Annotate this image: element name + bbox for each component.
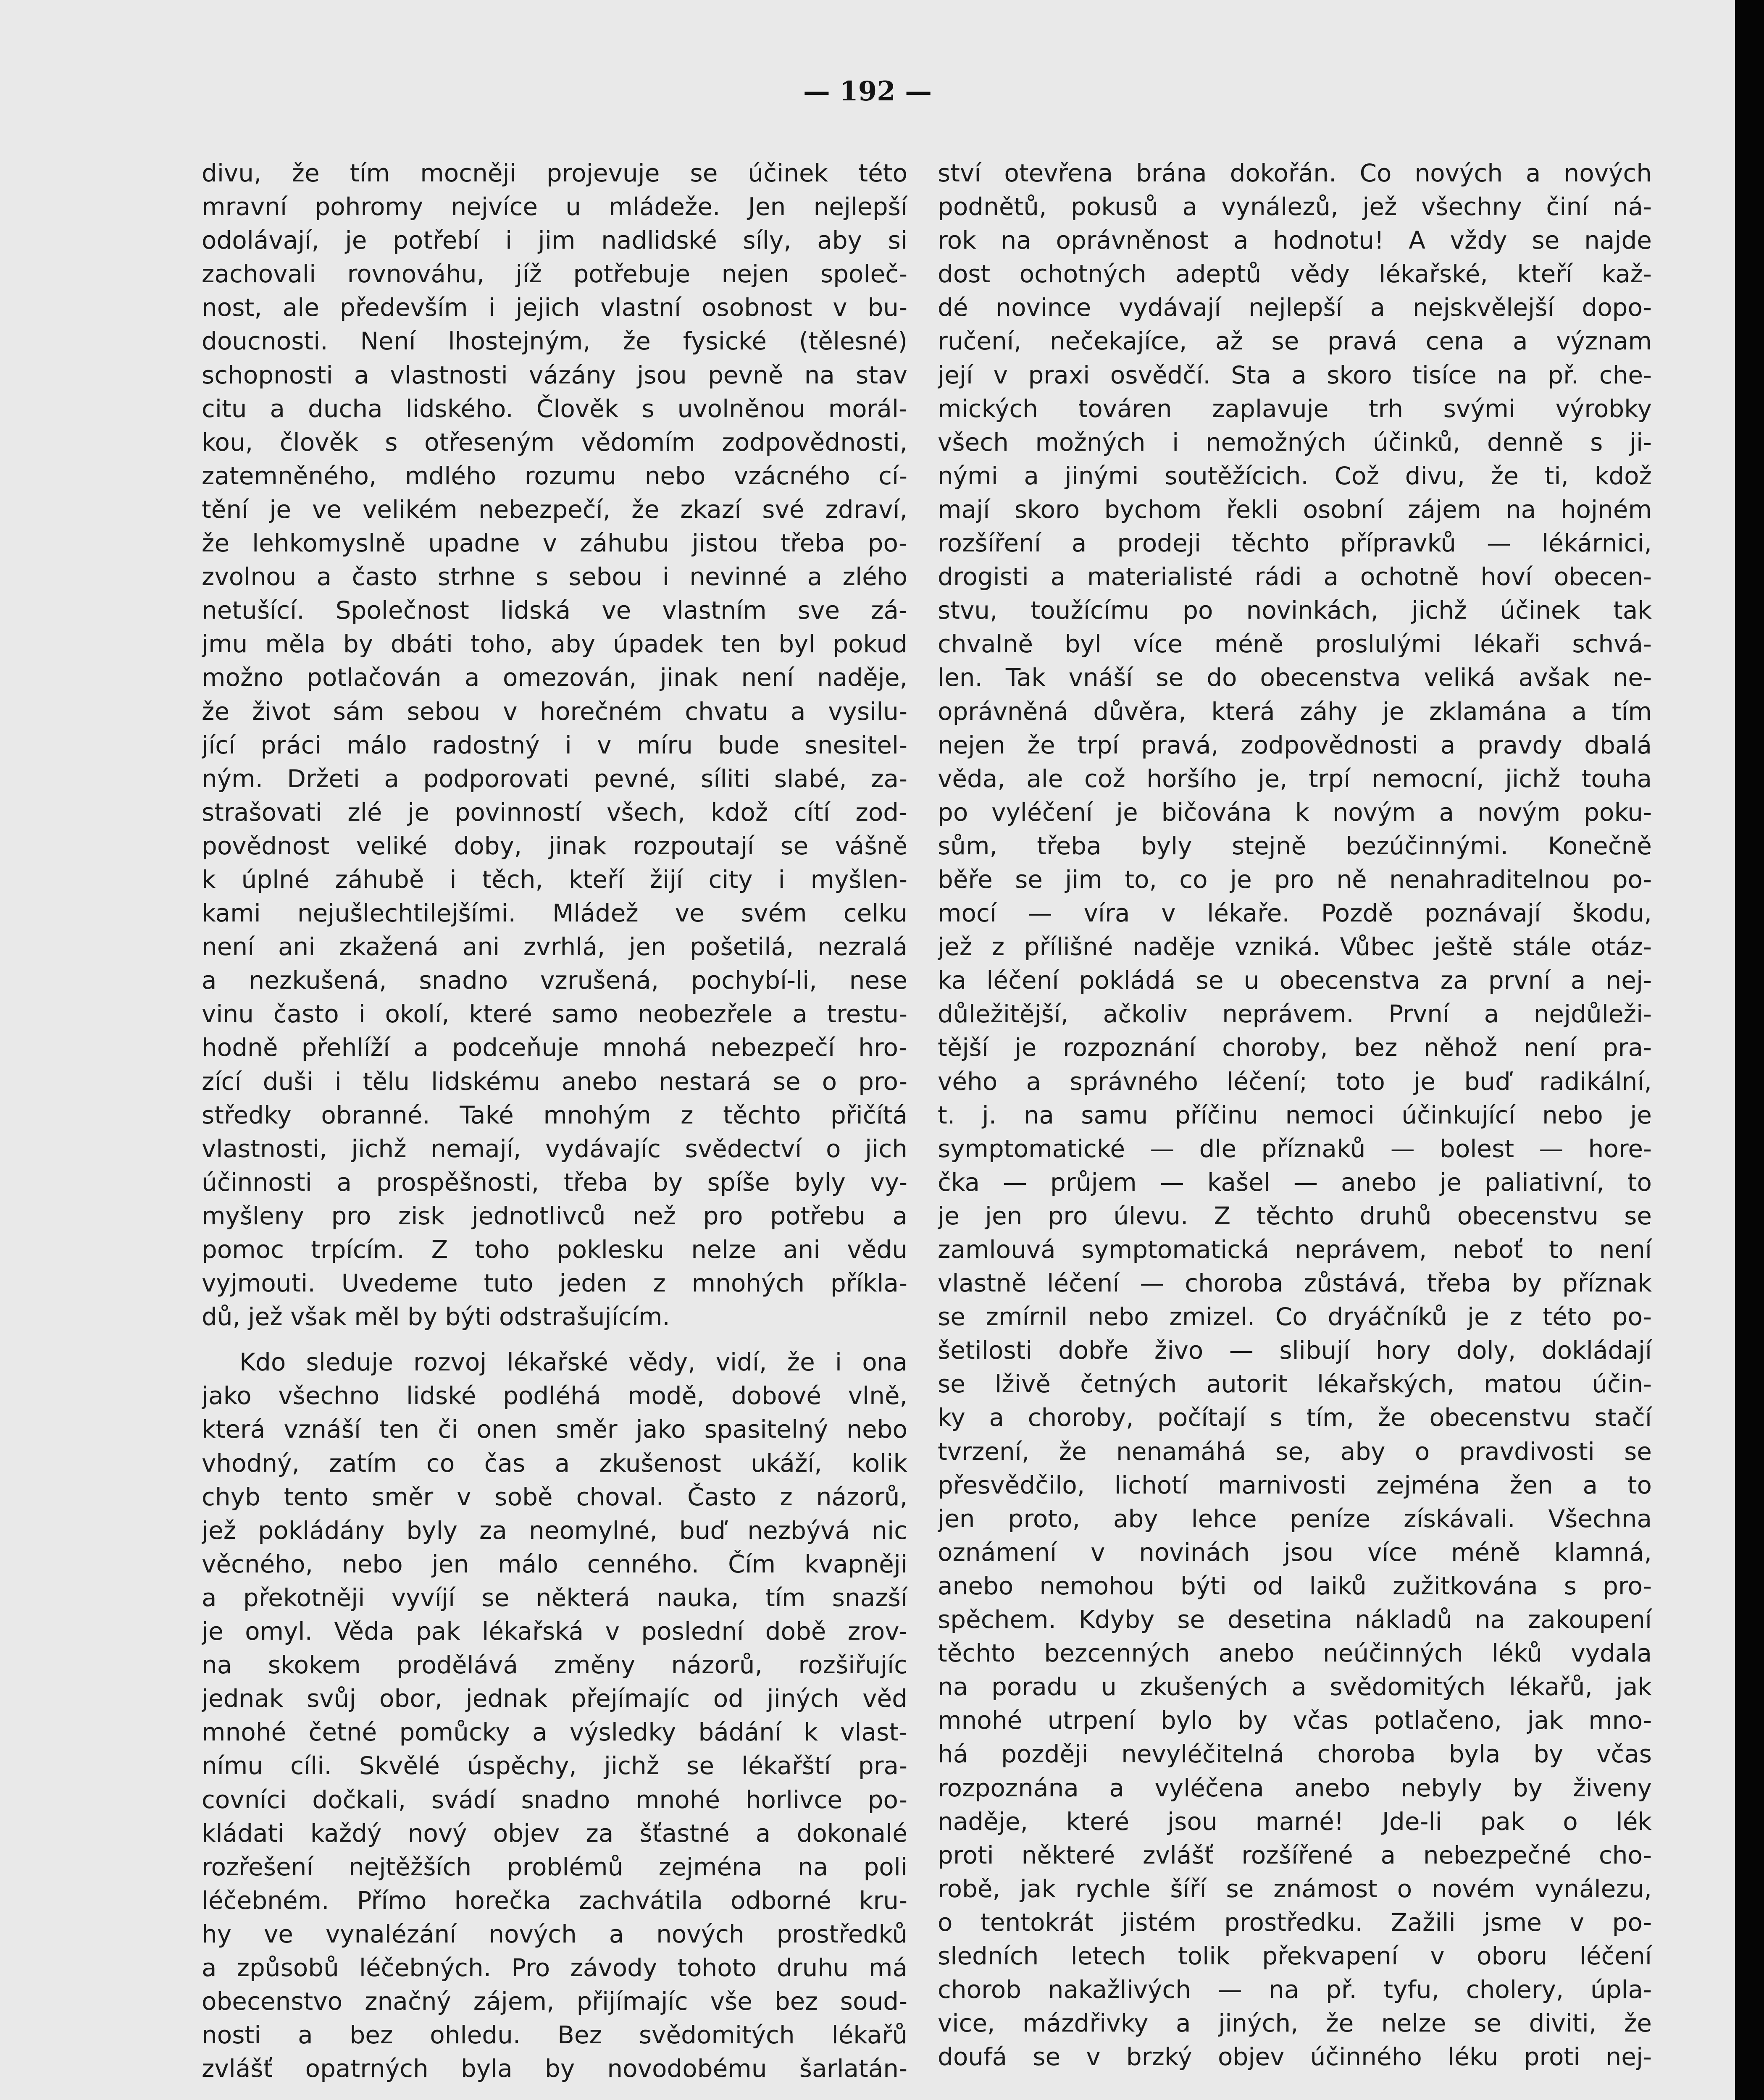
- scan-border: [1735, 0, 1764, 2100]
- text-line: spěchem. Kdyby se desetina nákladů na zakoupení: [938, 1605, 1652, 1634]
- text-line: dů, jež však měl by býti odstrašujícím.: [202, 1302, 670, 1331]
- text-line: rok na oprávněnost a hodnotu! A vždy se najde: [938, 226, 1652, 255]
- text-line: citu a ducha lidského. Člověk s uvolněnou morál-: [202, 394, 907, 423]
- text-line: a nezkušená, snadno vzrušená, pochybí-li, nese: [202, 966, 907, 995]
- text-line: vice, mázdřivky a jiných, že nelze se diviti, že: [938, 2009, 1652, 2038]
- text-line: mických továren zaplavuje trh svými výrobky: [938, 394, 1652, 423]
- text-line: podnětů, pokusů a vynálezů, jež všechny činí ná-: [938, 192, 1652, 221]
- text-line: rozpoznána a vyléčena anebo nebyly by živeny: [938, 1773, 1652, 1802]
- text-line: důležitější, ačkoliv neprávem. První a nejdůleži-: [938, 1000, 1652, 1029]
- text-line: kládati každý nový objev za šťastné a dokonalé: [202, 1819, 907, 1848]
- text-line: jmu měla by dbáti toho, aby úpadek ten byl pokud: [202, 630, 907, 659]
- text-line: odolávají, je potřebí i jim nadlidské síly, aby si: [202, 226, 907, 255]
- text-line: jednak svůj obor, jednak přejímajíc od jiných věd: [202, 1684, 907, 1713]
- text-line: dost ochotných adeptů vědy lékařské, kteří kaž-: [938, 260, 1652, 289]
- text-line: zachovali rovnováhu, jíž potřebuje nejen společ-: [202, 260, 907, 289]
- text-line: tění je ve velikém nebezpečí, že zkazí své zdraví,: [202, 495, 907, 524]
- text-line: hodně přehlíží a podceňuje mnohá nebezpečí hro-: [202, 1033, 907, 1062]
- text-line: o tentokrát jistém prostředku. Zažili jsme v po-: [938, 1908, 1652, 1937]
- text-line: tvrzení, že nenamáhá se, aby o pravdivosti se: [938, 1437, 1652, 1466]
- text-line: mocí — víra v lékaře. Pozdě poznávají škodu,: [938, 899, 1652, 928]
- text-line: chyb tento směr v sobě choval. Často z názorů,: [202, 1482, 907, 1511]
- text-line: jež z přílišné naděje vzniká. Vůbec ještě stále otáz-: [938, 932, 1652, 961]
- text-line: se lživě četných autorit lékařských, matou účin-: [938, 1370, 1652, 1399]
- text-line: vhodný, zatím co čas a zkušenost ukáží, kolik: [202, 1449, 907, 1478]
- text-line: nými a jinými soutěžícich. Což divu, že ti, kdož: [938, 461, 1652, 490]
- text-line: symptomatické — dle příznaků — bolest — hore-: [938, 1134, 1652, 1163]
- text-line: strašovati zlé je povinností všech, kdož cítí zod-: [202, 798, 907, 827]
- page-number: — 192 —: [803, 76, 932, 107]
- text-line: a překotněji vyvíjí se některá nauka, tím snazší: [202, 1583, 907, 1612]
- text-line: léčebném. Přímo horečka zachvátila odborné kru-: [202, 1886, 907, 1915]
- text-line: mravní pohromy nejvíce u mládeže. Jen nejlepší: [202, 192, 907, 221]
- text-line: mnohé utrpení bylo by včas potlačeno, jak mno-: [938, 1706, 1652, 1735]
- text-line: mají skoro bychom řekli osobní zájem na hojném: [938, 495, 1652, 524]
- text-line: vlastně léčení — choroba zůstává, třeba by příznak: [938, 1269, 1652, 1298]
- text-line: oprávněná důvěra, která záhy je zklamána a tím: [938, 697, 1652, 726]
- text-line: její v praxi osvědčí. Sta a skoro tisíce na př. che-: [938, 360, 1652, 389]
- text-line: která vznáší ten či onen směr jako spasitelný nebo: [202, 1415, 907, 1444]
- text-line: že život sám sebou v horečném chvatu a vysilu-: [202, 697, 907, 726]
- text-line: myšleny pro zisk jednotlivců než pro potřebu a: [202, 1201, 907, 1230]
- text-line: ka léčení pokládá se u obecenstva za první a nej-: [938, 966, 1652, 995]
- text-line: je jen pro úlevu. Z těchto druhů obecenstvu se: [938, 1201, 1652, 1230]
- text-line: vého a správného léčení; toto je buď radikální,: [938, 1067, 1652, 1096]
- text-line: naděje, které jsou marné! Jde-li pak o lék: [938, 1807, 1652, 1836]
- text-line: obecenstvo značný zájem, přijímajíc vše bez soud-: [202, 1987, 907, 2016]
- text-line: zatemněného, mdlého rozumu nebo vzácného cí-: [202, 461, 907, 490]
- text-line: po vyléčení je bičována k novým a novým poku-: [938, 798, 1652, 827]
- text-line: drogisti a materialisté rádi a ochotně hoví obecen-: [938, 562, 1652, 591]
- text-line: covníci dočkali, svádí snadno mnohé horlivce po-: [202, 1785, 907, 1814]
- text-line: schopnosti a vlastnosti vázány jsou pevně na stav: [202, 360, 907, 389]
- text-line: robě, jak rychle šíří se známost o novém vynálezu,: [938, 1874, 1652, 1903]
- text-line: stvu, toužícímu po novinkách, jichž účinek tak: [938, 596, 1652, 625]
- text-line: vlastnosti, jichž nemají, vydávajíc svědectví o jich: [202, 1134, 907, 1163]
- text-line: všech možných i nemožných účinků, denně s ji-: [938, 428, 1652, 457]
- text-line: nost, ale především i jejich vlastní osobnost v bu-: [202, 293, 907, 322]
- text-line: není ani zkažená ani zvrhlá, jen pošetilá, nezralá: [202, 932, 907, 961]
- text-line: Kdo sleduje rozvoj lékařské vědy, vidí, že i ona: [239, 1348, 907, 1377]
- text-line: vyjmouti. Uvedeme tuto jeden z mnohých příkla-: [202, 1269, 907, 1298]
- text-line: čka — průjem — kašel — anebo je paliativní, to: [938, 1168, 1652, 1197]
- text-line: je omyl. Věda pak lékařská v poslední době zrov-: [202, 1617, 907, 1646]
- text-line: jako všechno lidské podléhá modě, dobové vlně,: [202, 1381, 907, 1410]
- text-line: a způsobů léčebných. Pro závody tohoto druhu má: [202, 1953, 907, 1982]
- text-line: há později nevyléčitelná choroba byla by včas: [938, 1740, 1652, 1769]
- text-line: ství otevřena brána dokořán. Co nových a nových: [938, 159, 1652, 187]
- text-line: přesvědčilo, lichotí marnivosti zejména žen a to: [938, 1470, 1652, 1499]
- text-line: doucnosti. Není lhostejným, že fysické (tělesné): [202, 327, 907, 356]
- text-line: na poradu u zkušených a svědomitých lékařů, jak: [938, 1672, 1652, 1701]
- text-line: jež pokládány byly za neomylné, buď nezbývá nic: [202, 1516, 907, 1545]
- right-column: [938, 156, 1652, 2074]
- text-line: mnohé četné pomůcky a výsledky bádání k vlast-: [202, 1718, 907, 1747]
- text-line: běře se jim to, co je pro ně nenahraditelnou po-: [938, 865, 1652, 894]
- text-line: chorob nakažlivých — na př. tyfu, cholery, úpla-: [938, 1975, 1652, 2004]
- text-line: dé novince vydávají nejlepší a nejskvělejší dopo-: [938, 293, 1652, 322]
- text-line: proti některé zvlášť rozšířené a nebezpečné cho-: [938, 1840, 1652, 1869]
- text-line: anebo nemohou býti od laiků zužitkována s pro-: [938, 1571, 1652, 1600]
- text-line: t. j. na samu příčinu nemoci účinkující nebo je: [938, 1100, 1652, 1129]
- text-line: na skokem prodělává změny názorů, rozšiřujíc: [202, 1651, 907, 1680]
- text-line: kami nejušlechtilejšími. Mládež ve svém celku: [202, 899, 907, 928]
- text-line: povědnost veliké doby, jinak rozpoutají se vášně: [202, 831, 907, 860]
- left-column: [202, 156, 907, 2085]
- text-line: doufá se v brzký objev účinného léku proti nej-: [938, 2042, 1652, 2071]
- text-line: kou, člověk s otřeseným vědomím zodpovědnosti,: [202, 428, 907, 457]
- text-line: zamlouvá symptomatická neprávem, neboť to není: [938, 1235, 1652, 1264]
- text-line: divu, že tím mocněji projevuje se účinek této: [202, 159, 907, 187]
- text-line: rozřešení nejtěžších problémů zejména na poli: [202, 1852, 907, 1881]
- text-line: těchto bezcenných anebo neúčinných léků vydala: [938, 1639, 1652, 1668]
- text-line: že lehkomyslně upadne v záhubu jistou třeba po-: [202, 529, 907, 558]
- text-line: zvolnou a často strhne s sebou i nevinné a zlého: [202, 562, 907, 591]
- text-line: hy ve vynalézání nových a nových prostředků: [202, 1919, 907, 1948]
- text-line: možno potlačován a omezován, jinak není naděje,: [202, 663, 907, 692]
- text-line: vinu často i okolí, které samo neobezřele a trestu-: [202, 1000, 907, 1029]
- text-line: jen proto, aby lehce peníze získávali. Všechna: [938, 1504, 1652, 1533]
- text-line: šetilosti dobře živo — slibují hory doly, dokládají: [938, 1336, 1652, 1365]
- text-line: pomoc trpícím. Z toho poklesku nelze ani vědu: [202, 1235, 907, 1264]
- text-line: rozšíření a prodeji těchto přípravků — lékárnici,: [938, 529, 1652, 558]
- text-line: ky a choroby, počítají s tím, že obecenstvu stačí: [938, 1403, 1652, 1432]
- text-line: oznámení v novinách jsou více méně klamná,: [938, 1538, 1652, 1567]
- text-line: sledních letech tolik překvapení v oboru léčení: [938, 1941, 1652, 1970]
- text-line: jící práci málo radostný i v míru bude snesitel-: [202, 730, 907, 759]
- text-line: k úplné záhubě i těch, kteří žijí city i myšlen-: [202, 865, 907, 894]
- text-line: len. Tak vnáší se do obecenstva veliká avšak ne-: [938, 663, 1652, 692]
- text-line: netušící. Společnost lidská ve vlastním sve zá-: [202, 596, 907, 625]
- text-line: nejen že trpí pravá, zodpovědnosti a pravdy dbalá: [938, 730, 1652, 759]
- text-line: tější je rozpoznání choroby, bez něhož není pra-: [938, 1033, 1652, 1062]
- text-line: se zmírnil nebo zmizel. Co dryáčníků je z této po-: [938, 1302, 1652, 1331]
- text-line: nímu cíli. Skvělé úspěchy, jichž se lékařští pra-: [202, 1751, 907, 1780]
- text-line: zvlášť opatrných byla by novodobému šarlatán-: [202, 2054, 907, 2083]
- text-line: věda, ale což horšího je, trpí nemocní, jichž touha: [938, 764, 1652, 793]
- text-line: zící duši i tělu lidskému anebo nestará se o pro-: [202, 1067, 907, 1096]
- text-line: věcného, nebo jen málo cenného. Čím kvapněji: [202, 1549, 907, 1578]
- text-line: středky obranné. Také mnohým z těchto přičítá: [202, 1100, 907, 1129]
- text-line: nosti a bez ohledu. Bez svědomitých lékařů: [202, 2021, 907, 2050]
- text-line: sům, třeba byly stejně bezúčinnými. Konečně: [938, 831, 1652, 860]
- text-line: chvalně byl více méně proslulými lékaři schvá-: [938, 630, 1652, 659]
- text-line: ručení, nečekajíce, až se pravá cena a význam: [938, 327, 1652, 356]
- text-line: účinnosti a prospěšnosti, třeba by spíše byly vy-: [202, 1168, 907, 1197]
- text-line: ným. Držeti a podporovati pevné, síliti slabé, za-: [202, 764, 907, 793]
